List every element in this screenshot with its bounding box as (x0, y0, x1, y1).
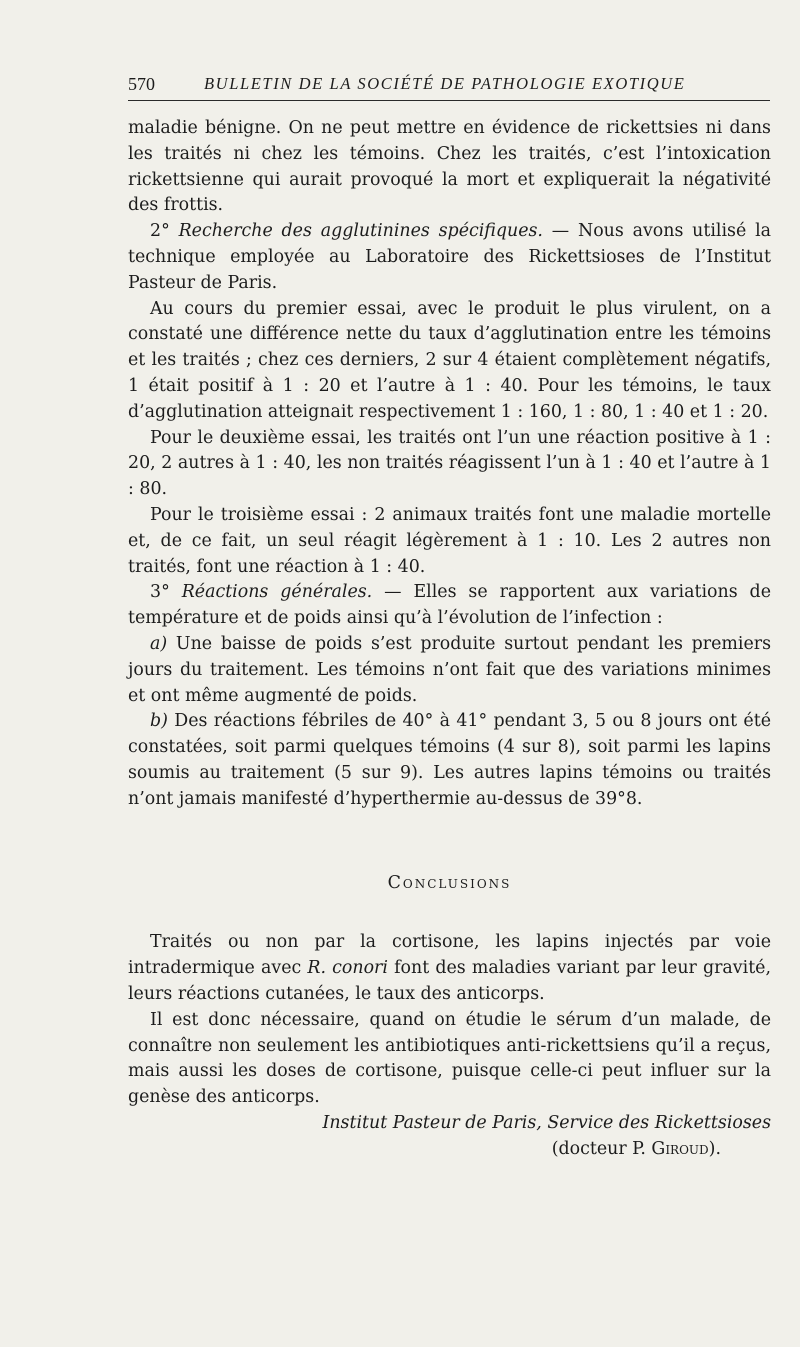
paragraph-text: Des réactions fébriles de 40° à 41° pendant 3, 5 ou 8 jours ont été constatées, soit parmi quelques témoins (4 sur 8), soit parmi les lapins soumis au traitement (5 sur 9). Les autres lapins témoins ou traités n’ont jamais manifesté d’hyperthermie au-dessus de 39°8. (128, 711, 771, 809)
paragraph-8 (128, 709, 771, 812)
paragraph-5: Pour le troisième essai : 2 animaux traités font une maladie mortelle et, de ce fait, un seul réagit légèrement à 1 : 10. Les 2 autres non traités, font une réaction à 1 : 40. (128, 504, 771, 577)
article-body (128, 116, 771, 1162)
paragraph-2 (128, 219, 771, 296)
paragraph-1: maladie bénigne. On ne peut mettre en évidence de rickettsies ni dans les traités ni chez les témoins. Chez les traités, c’est l’intoxication rickettsienne qui aurait provoqué la mort et expliquerait la négativité des frottis. (128, 118, 771, 216)
paragraph-text: — Elles se rapportent aux variations de température et de poids ainsi qu’à l’évolution de l’infection : (128, 582, 771, 629)
running-header (128, 70, 770, 101)
signature-block (128, 1111, 771, 1163)
paragraph-text: Une baisse de poids s’est produite surtout pendant les premiers jours du traitement. Les témoins n’ont fait que des variations minimes et ont même augmenté de poids. (128, 633, 771, 706)
journal-title: BULLETIN DE LA SOCIÉTÉ DE PATHOLOGIE EXOTIQUE (204, 74, 686, 93)
paragraph-4: Pour le deuxième essai, les traités ont l’un une réaction positive à 1 : 20, 2 autres à 1 : 40, les non traités réagissent l’un à 1 : 40 et l’autre à 1 : 80. (128, 427, 771, 500)
conclusion-paragraph-1 (128, 930, 771, 1007)
item-label: b) (150, 711, 168, 732)
author-line (128, 1137, 721, 1163)
conclusions-heading: Conclusions (387, 872, 512, 893)
paragraph-text: font des maladies variant par leur gravité, leurs réactions cutanées, le taux des anticorps. (128, 958, 771, 1004)
conclusion-paragraph-2: Il est donc nécessaire, quand on étudie le sérum d’un malade, de connaître non seulement les antibiotiques anti-rickettsiens qu’il a reçus, mais aussi les doses de cortisone, puisque celle-ci peut influer sur la genèse des anticorps. (128, 1009, 771, 1108)
paragraph-text: Traités ou non par la cortisone, les lapins injectés par voie intradermique avec (128, 932, 771, 979)
institution-line: Institut Pasteur de Paris, Service des Rickettsioses (322, 1112, 771, 1133)
section-title: Recherche des agglutinines spécifiques. (178, 221, 543, 242)
paragraph-text: — Nous avons utilisé la technique employée au Laboratoire des Rickettsioses de l’Institut Pasteur de Paris. (128, 221, 772, 293)
section-number: 2° (150, 221, 179, 242)
page-number: 570 (128, 74, 155, 94)
species-name: R. conori (307, 958, 388, 979)
author-prefix: (docteur P. (551, 1138, 652, 1159)
section-title: Réactions générales. (181, 582, 373, 603)
author-name: Giroud (651, 1138, 709, 1159)
author-suffix: ). (708, 1138, 721, 1159)
section-number: 3° (150, 582, 182, 603)
item-label: a) (150, 633, 168, 654)
paragraph-3: Au cours du premier essai, avec le produit le plus virulent, on a constaté une différence nette du taux d’agglutination entre les témoins et les traités ; chez ces derniers, 2 sur 4 étaient complètement négatifs, 1 était positif à 1 : 20 et l’autre à 1 : 40. Pour les témoins, le taux d’agglutination atteignait respectivement 1 : 160, 1 : 80, 1 : 40 et 1 : 20. (128, 298, 771, 422)
paragraph-7 (128, 632, 771, 709)
paragraph-6 (128, 580, 771, 632)
